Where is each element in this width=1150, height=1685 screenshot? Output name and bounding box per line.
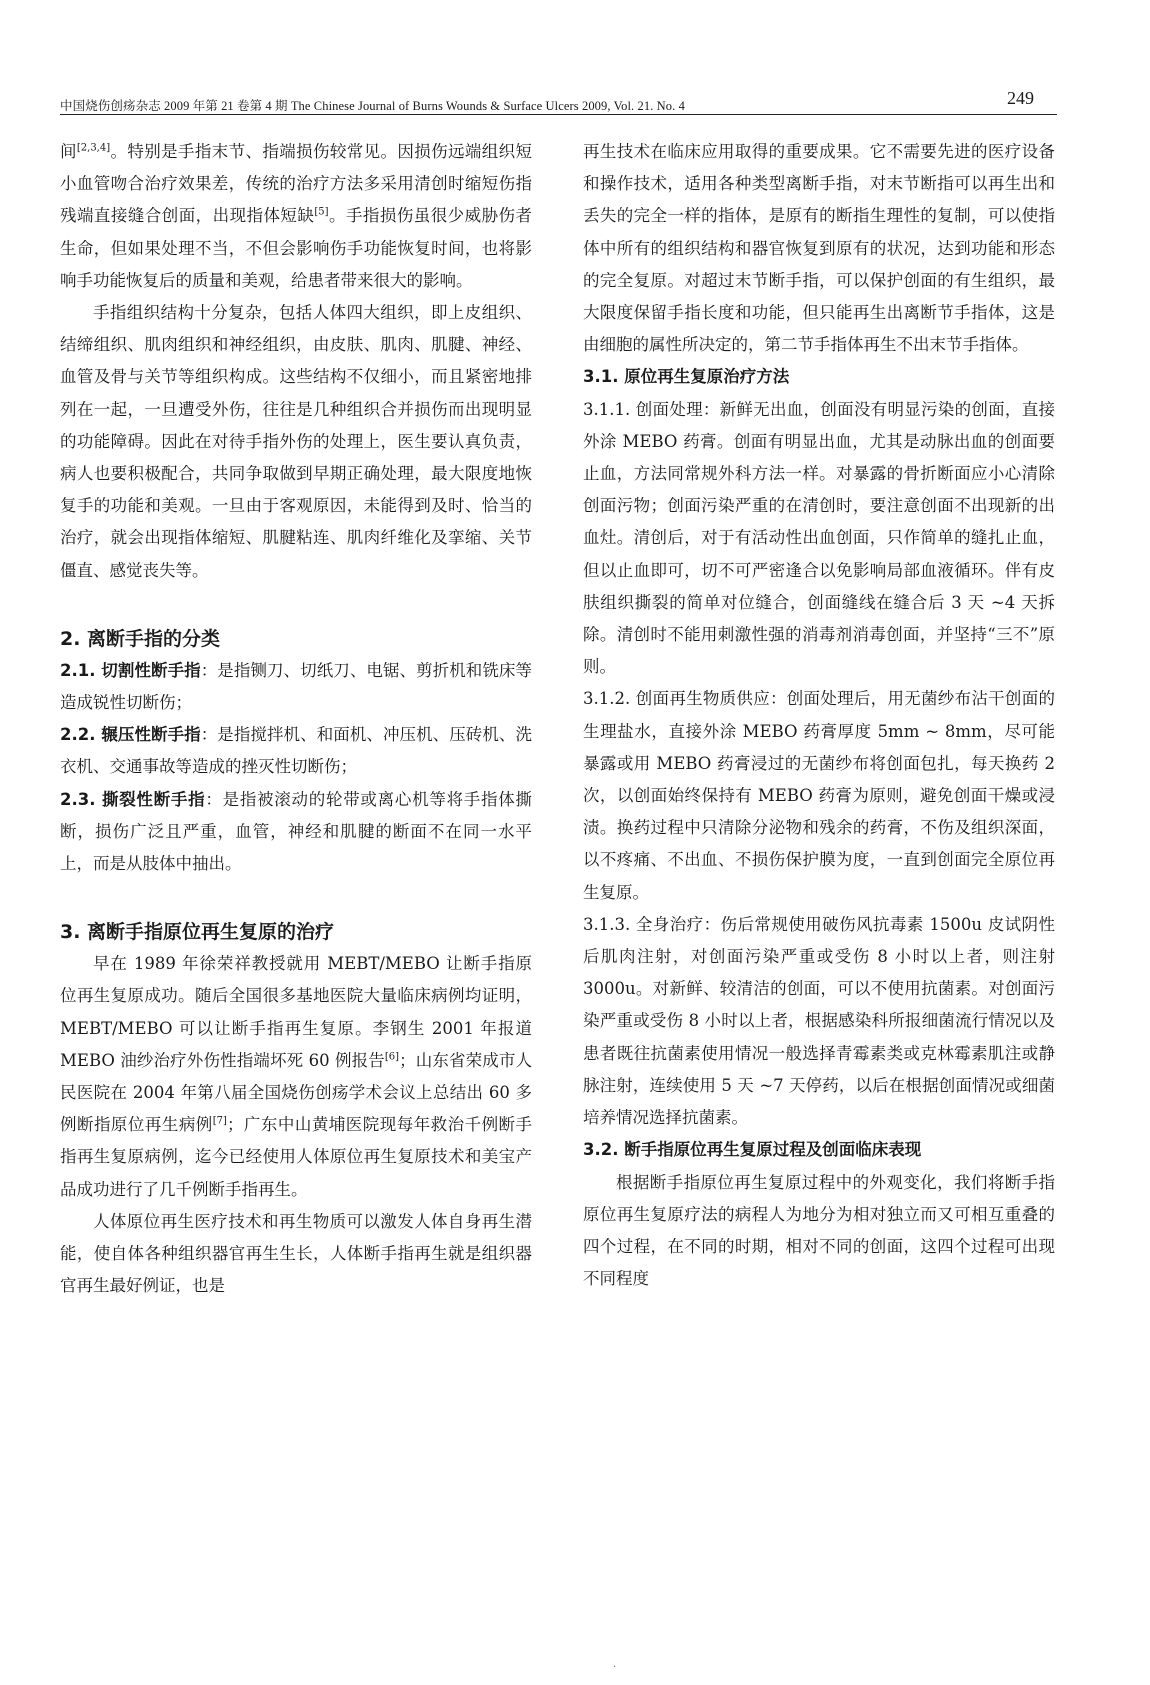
paragraph-hand-structure: 手指组织结构十分复杂，包括人体四大组织，即上皮组织、结缔组织、肌肉组织和神经组织，由皮肤、肌肉、肌腱、神经、血管及骨与关节等组织构成。这些结构不仅细小，而且紧密地排列在一起，一旦遭受外伤，往往是几种组织合并损伤而出现明显的功能障碍。因此在对待手指外伤的处理上，医生要认真负责，病人也要积极配合，共同争取做到早期正确处理，最大限度地恢复手的功能和美观。一旦由于客观原因，未能得到及时、恰当的治疗，就会出现指体缩短、肌腱粘连、肌肉纤维化及挛缩、关节僵直、感觉丧失等。 [60, 303, 532, 580]
subsection-heading-3-1: 3.1. 原位再生复原治疗方法 [583, 367, 790, 387]
right-column [583, 136, 1055, 1295]
spacer [60, 880, 532, 916]
spacer [60, 587, 532, 623]
citation: [7] [212, 1115, 227, 1127]
subsection-heading-3-2: 3.2. 断手指原位再生复原过程及创面临床表现 [583, 1140, 922, 1160]
paragraph-continuation: 间[2,3,4]。特别是手指末节、指端损伤较常见。因损伤远端组织短小血管吻合治疗效果差，传统的治疗方法多采用清创时缩短伤指残端直接缝合创面，出现指体短缺[5]。手指损伤虽很少威胁伤者生命，但如果处理不当，不但会影响伤手功能恢复时间，也将影响手功能恢复后的质量和美观，给患者带来很大的影响。 [60, 142, 533, 290]
paragraph-process: 根据断手指原位再生复原过程中的外观变化，我们将断手指原位再生复原疗法的病程人为地分为相对独立而又可相互重叠的四个过程，在不同的时期，相对不同的创面，这四个过程可出现不同程度 [583, 1172, 1055, 1289]
item-2-2: 2.2. 辗压性断手指：是指搅拌机、和面机、冲压机、压砖机、洗衣机、交通事故等造成的挫灭性切断伤； [60, 725, 532, 777]
item-2-3: 2.3. 撕裂性断手指：是指被滚动的轮带或离心机等将手指体撕断，损伤广泛且严重，血管，神经和肌腱的断面不在同一水平上，而是从肢体中抽出。 [60, 789, 532, 874]
paragraph-continuation: 再生技术在临床应用取得的重要成果。它不需要先进的医疗设备和操作技术，适用各种类型离断手指，对末节断指可以再生出和丢失的完全一样的指体，是原有的断指生理性的复制，可以使指体中所有的组织结构和器官恢复到原有的状况，达到功能和形态的完全复原。对超过末节断手指，可以保护创面的有生组织，最大限度保留手指长度和功能，但只能再生出离断节手指体，这是由细胞的属性所决定的，第二节手指体再生不出末节手指体。 [583, 142, 1055, 355]
item-3-1-2: 3.1.2. 创面再生物质供应：创面处理后，用无菌纱布沾干创面的生理盐水，直接外涂 MEBO 药膏厚度 5mm ~ 8mm，尽可能暴露或用 MEBO 药膏浸过的无菌纱布将创面包扎，每天换药 2 次，以创面始终保持有 MEBO 药膏为原则，避免创面干燥或浸渍。换药过程中只清除分泌物和残余的药膏，不伤及组织深面，以不疼痛、不出血、不损伤保护膜为度，一直到创面完全原位再生复原。 [583, 689, 1055, 902]
section-heading-3: 3. 离断手指原位再生复原的治疗 [60, 921, 335, 944]
citation: [2,3,4] [76, 142, 111, 154]
footer-mark: · [613, 1662, 617, 1673]
paragraph-regeneration: 人体原位再生医疗技术和再生物质可以激发人体自身再生潜能，使自体各种组织器官再生生长，人体断手指再生就是组织器官再生最好例证，也是 [60, 1211, 532, 1296]
item-2-1: 2.1. 切割性断手指：是指铡刀、切纸刀、电锯、剪折机和铣床等造成锐性切断伤； [60, 660, 532, 713]
paragraph-history: 早在 1989 年徐荣祥教授就用 MEBT/MEBO 让断手指原位再生复原成功。随后全国很多基地医院大量临床病例均证明，MEBT/MEBO 可以让断手指再生复原。李钢生 2001 年报道 MEBO 油纱治疗外伤性指端坏死 60 例报告[6]；山东省荣成市人民医院在 2004 年第八届全国烧伤创疡学术会议上总结出 60 多例断指原位再生病例[7]；广东中山黄埔医院现每年救治千例断手指再生复原病例，迄今已经使用人体原位再生复原技术和美宝产品成功进行了几千例断手指再生。 [60, 954, 533, 1199]
page-number: 249 [1007, 88, 1034, 108]
citation: [6] [384, 1051, 400, 1063]
section-heading-2: 2. 离断手指的分类 [60, 627, 221, 650]
item-3-1-3: 3.1.3. 全身治疗：伤后常规使用破伤风抗毒素 1500u 皮试阴性后肌肉注射，对创面污染严重或受伤 8 小时以上者，则注射 3000u。对新鲜、较清洁的创面，可以不使用抗菌素。对创面污染严重或受伤 8 小时以上者，根据感染科所报细菌流行情况以及患者既往抗菌素使用情况一般选择青霉素类或克林霉素肌注或静脉注射，连续使用 5 天 ~7 天停药，以后在根据创面情况或细菌培养情况选择抗菌素。 [583, 914, 1055, 1128]
left-column [60, 136, 532, 1303]
header-rule [60, 114, 1057, 115]
citation: [5] [314, 206, 329, 218]
running-head: 中国烧伤创疡杂志 2009 年第 21 卷第 4 期 The Chinese Journal of Burns Wounds & Surface Ulcers 2009, Vol. 21. No. 4 [60, 99, 685, 113]
item-3-1-1: 3.1.1. 创面处理：新鲜无出血，创面没有明显污染的创面，直接外涂 MEBO 药膏。创面有明显出血，尤其是动脉出血的创面要止血，方法同常规外科方法一样。对暴露的骨折断面应小心清除创面污物；创面污染严重的在清创时，要注意创面不出现新的出血灶。清创后，对于有活动性出血创面，只作简单的缝扎止血，但以止血即可，切不可严密逢合以免影响局部血液循环。伴有皮肤组织撕裂的简单对位缝合，创面缝线在缝合后 3 天 ~4 天拆除。清创时不能用刺激性强的消毒剂消毒创面，并坚持“三不”原则。 [583, 399, 1055, 677]
